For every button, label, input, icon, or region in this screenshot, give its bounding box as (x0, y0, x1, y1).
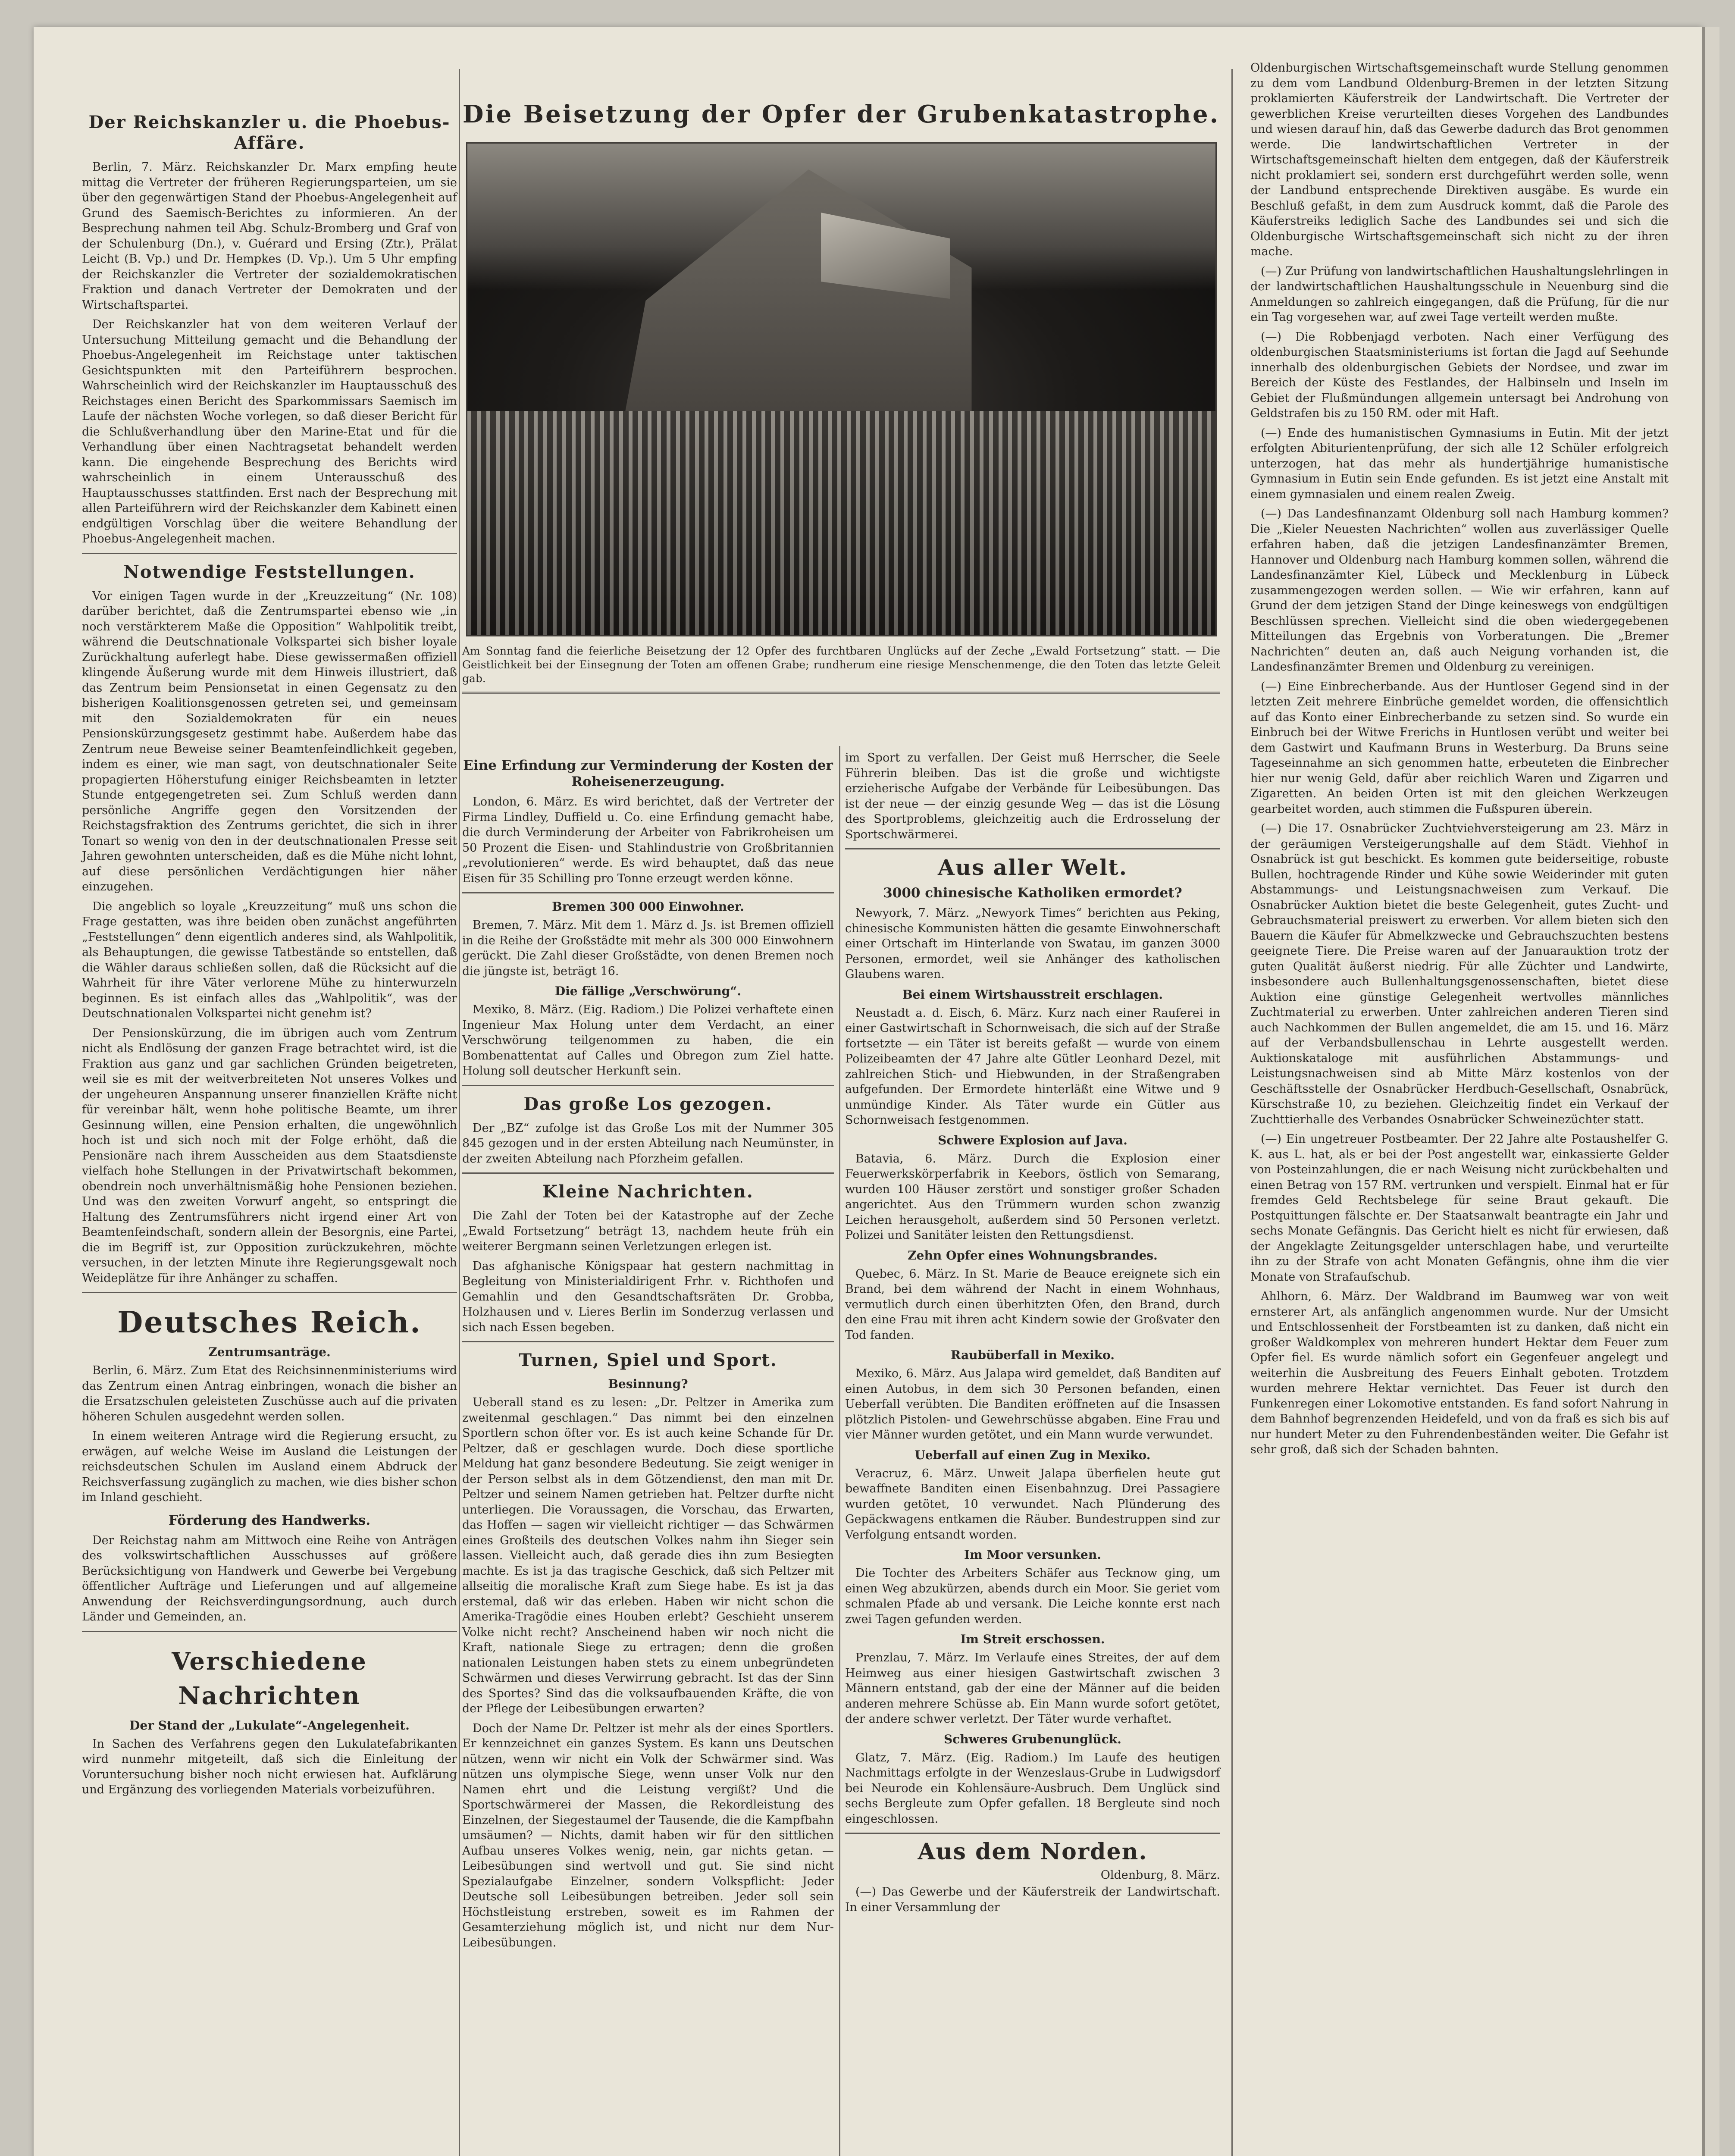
divider (462, 1085, 834, 1086)
photo-feature (462, 60, 1220, 742)
section-heading-deutsches-reich: Deutsches Reich. (117, 1305, 422, 1340)
article-text: (—) Zur Prüfung von landwirtschaftlichen Haushaltungslehrlingen in der landwirtschaftlichen Haushaltungsschule in Neuenburg sind die Anmeldungen so zahlreich eingegangen, daß die Prüfung, für die nur ein Tag vorgesehen war, auf zwei Tage verteilt werden mußte. (1250, 264, 1669, 324)
article-text: Glatz, 7. März. (Eig. Radiom.) Im Laufe des heutigen Nachmittags erfolgte in der Wenzeslaus-Grube in Ludwigsdorf bei Neurode ein Kohlensäure-Ausbruch. Dem Unglück sind sechs Bergleute zum Opfer gefallen. 18 Bergleute sind noch eingeschlossen. (845, 1751, 1220, 1826)
article-text: im Sport zu verfallen. Der Geist muß Herrscher, die Seele Führerin bleiben. Das ist die große und wichtigste erzieherische Aufgabe der Verbände für Leibesübungen. Das ist der neue — der einzig gesunde Weg — das ist die Lösung des Sportproblems, gleichzeitig auch die Erdrosselung der Sportschwärmerei. (845, 751, 1220, 841)
funeral-photo (466, 142, 1217, 636)
divider (462, 1172, 834, 1174)
headline-kleine-nachrichten: Kleine Nachrichten. (542, 1181, 754, 1202)
article-text: Newyork, 7. März. „Newyork Times“ berichten aus Peking, chinesische Kommunisten hätten die gesamte Einwohnerschaft einer Ortschaft im Hinterlande von Swatau, im ganzen 3000 Personen, ermordet, weil sie Anhänger des katholischen Glaubens waren. (845, 906, 1220, 981)
article-text: Der Reichskanzler hat von dem weiteren Verlauf der Untersuchung Mitteilung gemacht und die Behandlung der Phoebus-Angelegenheit im Reichstage unter taktischen Gesichtspunkten mit den Parteiführern besprochen. Wahrscheinlich wird der Reichskanzler im Hauptausschuß des Reichstages einen Bericht des Sparkommissars Saemisch im Laufe der nächsten Woche vorlegen, so daß dieser Bericht für die Schlußverhandlung über den Marine-Etat und für die Verhandlung über einen Nachtragsetat behandelt werden kann. Die eingehende Besprechung des Berichts wird wahrscheinlich in einem Unterausschuß des Hauptausschusses stattfinden. Erst nach der Besprechung mit allen Parteiführern wird der Reichskanzler dem Kabinett einen endgültigen Vorschlag über die weitere Behandlung der Phoebus-Angelegenheit machen. (82, 318, 457, 545)
article-text: Der Reichstag nahm am Mittwoch eine Reihe von Anträgen des volkswirtschaftlichen Ausschusses auf größere Berücksichtigung von Handwerk und Gewerbe bei Vergebung öffentlicher Aufträge und Lieferungen und auf allgemeine Anwendung der Reichsverdingungsordnung, auch durch Länder und Gemeinden, an. (82, 1533, 457, 1623)
article-text: Der Pensionskürzung, die im übrigen auch vom Zentrum nicht als Endlösung der ganzen Frage betrachtet wird, ist die Fraktion aus ganz und gar sachlichen Gründen beigetreten, weil sie es mit der weitverbreiteten Not unseres Volkes und der ungeheuren Anspannung unserer finanziellen Kräfte nicht für vereinbar hält, wenn hohe politische Beamte, um ihrer Gesinnung willen, eine Pension erhalten, die ungewöhnlich hoch ist und sich noch mit der Folge erhöht, daß die Pensionäre nach ihrem Ausscheiden aus dem Staatsdienste vielfach hohe Stellungen in der Privatwirtschaft bekommen, obendrein noch unverhältnismäßig hohe Pensionen beziehen. Und was den zweiten Vorwurf angeht, so entspringt die Haltung des Zentrumsführers nicht irgend einer Art von Beamtenfeindschaft, sondern allein der Besorgnis, eine Partei, die im Begriff ist, zur Opposition zurückzukehren, möchte versuchen, in der letzten Minute ihre Regierungsgewalt noch Weideplätze für ihre Anhänger zu schaffen. (82, 1026, 457, 1285)
subheadline: Schwere Explosion auf Java. (938, 1133, 1127, 1147)
article-text: Das afghanische Königspaar hat gestern nachmittag in Begleitung von Ministerialdirigent Frhr. v. Richthofen und Gemahlin und den Gesandtschaftsräten Dr. Grobba, Holzhausen und v. Lieres Berlin im Sonderzug verlassen und sich nach Essen begeben. (462, 1259, 834, 1334)
article-text: (—) Die Robbenjagd verboten. Nach einer Verfügung des oldenburgischen Staatsministeriums ist fortan die Jagd auf Seehunde innerhalb des oldenburgischen Gebiets der Nordsee, und zwar im Bereich der Küste des Festlandes, der Halbinseln und Inseln im Gebiet der Flußmündungen allgemein untersagt bei Androhung von Geldstrafen bis zu 150 RM. oder mit Haft. (1250, 330, 1669, 420)
headline-erfindung: Eine Erfindung zur Verminderung der Kosten der Roheisenerzeugung. (463, 758, 833, 790)
subheadline: Zentrumsanträge. (208, 1345, 331, 1359)
article-text: Batavia, 6. März. Durch die Explosion einer Feuerwerkskörperfabrik in Keebors, östlich von Semarang, wurden 100 Häuser zerstört und sonstiger großer Schaden angerichtet. Aus den Trümmern wurden schon zwanzig Leichen herausgeholt, außerdem sind 50 Personen verletzt. Polizei und Sanitäter leisten den Rettungsdienst. (845, 1152, 1220, 1242)
article-text: Berlin, 7. März. Reichskanzler Dr. Marx empfing heute mittag die Vertreter der früheren Regierungsparteien, um sie über den gegenwärtigen Stand der Phoebus-Angelegenheit auf Grund des Saemisch-Berichtes zu informieren. An der Besprechung nahmen teil Abg. Schulz-Bromberg und Graf von der Schulenburg (Dn.), v. Guérard und Ersing (Ztr.), Prälat Leicht (B. Vp.) und Dr. Hempkes (D. Vp.). Um 5 Uhr empfing der Reichskanzler die Vertreter der sozialdemokratischen Fraktion und danach Vertreter der Demokraten und der Wirtschaftspartei. (82, 160, 457, 312)
divider (82, 553, 457, 554)
section-heading-verschiedene: Verschiedene Nachrichten (172, 1647, 367, 1710)
subheadline: Im Moor versunken. (964, 1548, 1101, 1562)
headline-katholiken: 3000 chinesische Katholiken ermordet? (883, 885, 1182, 901)
photo-headline: Die Beisetzung der Opfer der Grubenkatastrophe. (462, 100, 1220, 128)
photo-caption (462, 644, 1220, 686)
article-text: Die angeblich so loyale „Kreuzzeitung“ muß uns schon die Frage gestatten, was ihre beiden oben zunächst angeführten „Feststellungen“ denn eigentlich anderes sind, als Wahlpolitik, als Behauptungen, die gewisse Tatbestände so entstellen, daß die Wähler daraus schließen sollen, daß die Rücksicht auf die Wahrheit für ihre Väter verlorene Mühe zu hinterwurzeln beginnen. Es ist einfach alles das „Wahlpolitik“, was der Deutschnationalen Volkspartei nicht genehm ist? (82, 899, 457, 1020)
column-1 (82, 60, 457, 1802)
subheadline: Raubüberfall in Mexiko. (951, 1348, 1115, 1362)
article-text: Bremen, 7. März. Mit dem 1. März d. Js. ist Bremen offiziell in die Reihe der Großstädte mit mehr als 300 000 Einwohnern gerückt. Die Zahl dieser Großstädte, von denen Bremen noch die jüngste ist, beträgt 16. (462, 918, 834, 978)
article-text: Neustadt a. d. Eisch, 6. März. Kurz nach einer Rauferei in einer Gastwirtschaft in Schornweisach, die sich auf der Straße fortsetzte — ein Täter ist bereits gefaßt — wurde von einem Polizeibeamten der 47 Jahre alte Gütler Leonhard Dezel, mit zahlreichen Stich- und Hiebwunden, in der Straßengraben aufgefunden. Der Ermordete hinterläßt eine Witwe und 9 unmündige Kinder. Als Täter wurde ein Gütler aus Schornweisach festgenommen. (845, 1006, 1220, 1127)
section-heading-aus-dem-norden: Aus dem Norden. (918, 1839, 1148, 1865)
article-text: (—) Das Landesfinanzamt Oldenburg soll nach Hamburg kommen? Die „Kieler Neuesten Nachrichten“ wollen aus zuverlässiger Quelle erfahren haben, daß die jetzigen Landesfinanzämter Bremen, Hannover und Oldenburg nach Hamburg kommen sollen, während die Landesfinanzämter Kiel, Lübeck und Mecklenburg in Lübeck zusammengezogen werden sollen. — Wie wir erfahren, kann auf Grund der dem jetzigen Stand der Dinge keineswegs von endgültigen Beschlüssen sprechen. Vielleicht sind die oben wiedergegebenen Mitteilungen das Ergebnis von Vorberatungen. Die „Bremer Nachrichten“ deuten an, daß auch Neigung vorhanden ist, die Landesfinanzämter Bremen und Oldenburg zu vereinigen. (1250, 507, 1669, 674)
article-text: Mexiko, 6. März. Aus Jalapa wird gemeldet, daß Banditen auf einen Autobus, in dem sich 30 Personen befanden, einen Ueberfall verübten. Die Banditen eröffneten auf die Insassen plötzlich Pistolen- und Gewehrschüsse abgaben. Eine Frau und vier Männer wurden getötet, und ein Mann wurde verwundet. (845, 1367, 1220, 1442)
article-text: Veracruz, 6. März. Unweit Jalapa überfielen heute gut bewaffnete Banditen einen Eisenbahnzug. Drei Passagiere wurden getötet, 10 verwundet. Nach Plünderung des Gepäckwagens entkamen die Räuber. Bundestruppen sind zur Verfolgung entsandt worden. (845, 1467, 1220, 1542)
subheadline: Bei einem Wirtshausstreit erschlagen. (902, 987, 1163, 1002)
divider (845, 848, 1220, 849)
next-page-edge (1702, 27, 1719, 2156)
article-text: Die Tochter des Arbeiters Schäfer aus Tecknow ging, um einen Weg abzukürzen, abends durch ein Moor. Sie geriet vom schmalen Pfade ab und versank. Die Leiche konnte erst nach zwei Tagen gefunden werden. (845, 1567, 1220, 1626)
article-text: London, 6. März. Es wird berichtet, daß der Vertreter der Firma Lindley, Duffield u. Co. eine Erfindung gemacht habe, die durch Verminderung der Arbeiter von Fabrikroheisen um 50 Prozent die Eisen- und Stahlindustrie von Großbritannien „revolutionieren“ werde. Es wird behauptet, daß das neue Eisen für 35 Schilling pro Tonne erzeugt werden könne. (462, 795, 834, 885)
divider (82, 1631, 457, 1632)
article-text: (—) Eine Einbrecherbande. Aus der Huntloser Gegend sind in der letzten Zeit mehrere Einbrüche gemeldet worden, die offensichtlich auf das Konto einer Einbrecherbande zu setzen sind. So wurde ein Einbruch bei der Witwe Frerichs in Huntlosen verübt und weiter bei dem Gastwirt und Kaufmann Bruns in Westerburg. Da Bruns seine Tageseinnahme an sich genommen hatte, erbeuteten die Einbrecher hier nur wenig Geld, dafür aber reichlich Waren und Zigarren und Zigaretten. An beiden Orten ist mit den gleichen Werkzeugen gearbeitet worden, auch stimmen die Fußspuren überein. (1250, 680, 1669, 816)
article-text: Der „BZ“ zufolge ist das Große Los mit der Nummer 305 845 gezogen und in der ersten Abteilung nach Neumünster, in der zweiten Abteilung nach Pforzheim gefallen. (462, 1121, 834, 1166)
photo-crowd (467, 411, 1215, 635)
article-text: Die Zahl der Toten bei der Katastrophe auf der Zeche „Ewald Fortsetzung“ beträgt 13, nachdem heute früh ein weiterer Bergmann seinen Verletzungen erlegen ist. (462, 1209, 834, 1253)
subheadline: Im Streit erschossen. (960, 1632, 1105, 1646)
subheadline: Bremen 300 000 Einwohner. (552, 899, 744, 914)
section-heading-aus-aller-welt: Aus aller Welt. (937, 855, 1128, 880)
subheadline: Ueberfall auf einen Zug in Mexiko. (914, 1448, 1151, 1462)
column-2 (462, 750, 834, 1955)
subheadline: Zehn Opfer eines Wohnungsbrandes. (908, 1248, 1158, 1263)
article-text: In einem weiteren Antrage wird die Regierung ersucht, zu erwägen, auf welche Weise im Ausland die Leistungen der reichsdeutschen Schulen im Ausland einem Abdruck der Reichsverfassung zugänglich zu machen, wie dies bisher schon im Inland geschieht. (82, 1429, 457, 1504)
article-text: (—) Das Gewerbe und der Käuferstreik der Landwirtschaft. In einer Versammlung der (845, 1885, 1220, 1914)
headline-sport: Turnen, Spiel und Sport. (519, 1350, 777, 1370)
article-text: Ahlhorn, 6. März. Der Waldbrand im Baumweg war von weit ernsterer Art, als anfänglich angenommen wurde. Nur der Umsicht und Entschlossenheit der Forstbeamten ist zu danken, daß nicht ein großer Waldkomplex von mehreren hundert Hektar dem Feuer zum Opfer fiel. Es wurde nämlich sofort ein Gegenfeuer angelegt und weiterhin die Ausbreitung des Feuers Einhalt geboten. Trotzdem wurden mehrere Hektar vernichtet. Das Feuer ist durch den Funkenregen einer Lokomotive entstanden. Es fand sofort Nahrung in dem Bahnhof begrenzenden Heidefeld, und von da fraß es sich bis auf nur hundert Meter zu den Fuhrendenbeständen weiter. Die Gefahr ist sehr groß, daß sich der Schaden bahnten. (1250, 1290, 1669, 1456)
article-text: Oldenburgischen Wirtschaftsgemeinschaft wurde Stellung genommen zu dem vom Landbund Oldenburg-Bremen in der letzten Sitzung proklamierten Käuferstreik der Landwirtschaft. Die Vertreter der gewerblichen Kreise verurteilten dieses Vorgehen des Landbundes und wiesen darauf hin, daß das Gewerbe dadurch das Brot genommen werde. Die landwirtschaftlichen Vertreter in der Wirtschaftsgemeinschaft hielten dem entgegen, daß der Käuferstreik nicht proklamiert sei, sondern erst durchgeführt werden solle, wenn der Landbund entsprechende Direktiven ausgäbe. Es wurde ein Beschluß gefaßt, in dem zum Ausdruck kommt, daß die Parole des Käuferstreiks lediglich Sache des Landbundes sei und sich die Oldenburgische Wirtschaftsgemeinschaft sich nicht zu der ihren mache. (1250, 61, 1669, 258)
headline-los: Das große Los gezogen. (523, 1094, 773, 1114)
article-text: Prenzlau, 7. März. Im Verlaufe eines Streites, der auf dem Heimweg aus einer hiesigen Gastwirtschaft zwischen 3 Männern entstand, gab der eine der Männer auf die beiden anderen mehrere Schüsse ab. Ein Mann wurde sofort getötet, der andere schwer verletzt. Der Täter wurde verhaftet. (845, 1651, 1220, 1726)
column-rule (459, 69, 460, 2156)
column-3 (845, 750, 1220, 1919)
divider (462, 892, 834, 893)
article-text: (—) Ein ungetreuer Postbeamter. Der 22 Jahre alte Postaushelfer G. K. aus L. hat, als er bei der Post angestellt war, einkassierte Gelder von Posteinzahlungen, die er nach Weisung nicht zurückbehalten und einen Betrag von 157 RM. vertrunken und verspielt. Einmal hat er für fremdes Geld Rechtsbelege für seine Braut gekauft. Die Postquittungen fälschte er. Der Staatsanwalt beantragte ein Jahr und sechs Monate Gefängnis. Das Gericht hielt es nicht für erwiesen, daß der Angeklagte Zeitungsgelder unterschlagen habe, und verurteilte ihn zu der Strafe von acht Monaten Gefängnis, ohne ihm die vier Monate von Strafaufschub. (1250, 1132, 1669, 1284)
subheadline: Schweres Grubenunglück. (944, 1732, 1121, 1746)
subheadline: Förderung des Handwerks. (168, 1512, 371, 1528)
column-rule (839, 746, 840, 2156)
article-text: Quebec, 6. März. In St. Marie de Beauce ereignete sich ein Brand, bei dem während der Nacht in einem Wohnhaus, vermutlich durch einen überhitzten Ofen, den Brand, durch den eine Frau mit ihren acht Kindern sowie der Großvater den Tod fanden. (845, 1267, 1220, 1342)
article-text: (—) Ende des humanistischen Gymnasiums in Eutin. Mit der jetzt erfolgten Abiturientenprüfung, der sich alle 12 Schüler erfolgreich unterzogen, hat das mehr als hundertjährige humanistische Gymnasium in Eutin sein Ende gefunden. Es ist jetzt eine Anstalt mit einem gymnasialen und einem realen Zweig. (1250, 426, 1669, 501)
headline-reichskanzler: Der Reichskanzler u. die Phoebus-Affäre. (88, 112, 451, 153)
dateline: Oldenburg, 8. März. (1100, 1868, 1220, 1882)
article-text: In Sachen des Verfahrens gegen den Lukulatefabrikanten wird nunmehr mitgeteilt, daß sich die Einleitung der Voruntersuchung bisher noch nicht erwiesen hat. Aufklärung und Ergänzung des vorliegenden Materials vorbeizuführen. (82, 1737, 457, 1796)
divider (462, 1341, 834, 1342)
article-text: Mexiko, 8. März. (Eig. Radiom.) Die Polizei verhaftete einen Ingenieur Max Holung unter dem Verdacht, an einer Verschwörung teilgenommen zu haben, die ein Bombenattentat auf Calles und Obregon zum Ziel hatte. Holung soll deutscher Herkunft sein. (462, 1003, 834, 1078)
caption-text: Am Sonntag fand die feierliche Beisetzung der 12 Opfer des furchtbaren Unglücks auf der Zeche „Ewald Fortsetzung“ statt. — Die Geistlichkeit bei der Einsegnung der Toten am offenen Grabe; rundherum eine riesige Menschenmenge, die den Toten das letzte Geleit gab. (462, 645, 1220, 685)
divider (845, 1833, 1220, 1834)
column-4 (1250, 60, 1669, 1462)
subheadline: Besinnung? (608, 1377, 688, 1391)
article-text: Vor einigen Tagen wurde in der „Kreuzzeitung“ (Nr. 108) darüber berichtet, daß die Zentrumspartei ebenso wie „in noch verstärkterem Maße die Opposition“ Wahlpolitik treibt, während die Deutschnationale Volkspartei sich bisher loyale Zurückhaltung auferlegt habe. Diese gewissermaßen offiziell klingende Äußerung wurde mit dem Hinweis illustriert, daß das Zentrum beim Pensionsetat in einen Gegensatz zu den bisherigen Koalitionsgenossen getreten sei, und gemeinsam mit den Sozialdemokraten für ein neues Pensionskürzungsgesetz gestimmt habe. Außerdem habe das Zentrum neue Beweise seiner Beamtenfeindlichkeit gegeben, indem es einer, wie man sagt, von deutschnationaler Seite propagierten Höherstufung einiger Reichsbeamten in letzter Stunde entgegengetreten sei. Zum Schluß werden dann persönliche Angriffe gegen den Vorsitzenden der Reichstagsfraktion des Zentrums gerichtet, die sich in ihrer Tonart so wenig von den in der deutschnationalen Presse seit Jahren gewohnten unterscheiden, daß es die Mühe nicht lohnt, auf diese persönlichen Verdächtigungen hier näher einzugehen. (82, 589, 457, 893)
subheadline: Der Stand der „Lukulate“-Angelegenheit. (129, 1718, 410, 1733)
article-text: Ueberall stand es zu lesen: „Dr. Peltzer in Amerika zum zweitenmal geschlagen.“ Das nimmt bei den einzelnen Sportlern schon öfter vor. Es ist auch keine Schande für Dr. Peltzer, daß er geschlagen wurde. Doch diese sportliche Meldung hat ganz besondere Bedeutung. Sie zeigt weniger in der Person selbst als in dem Götzendienst, den man mit Dr. Peltzer und seinem Namen getrieben hat. Peltzer durfte nicht unterliegen. Die Voraussagen, die Vorschau, das Erwarten, das Hoffen — sagen wir vielleicht richtiger — das Schwärmen eines Großteils des deutschen Volkes nahm ihn Sieger sein lassen. Vielleicht auch, daß gerade dies ihn zum Besiegten machte. Es ist ja das tragische Geschick, daß sich Peltzer mit allseitig die moralische Kraft zum Siege habe. Es ist ja das erstemal, daß wir das erleben. Haben wir nicht schon die Amerika-Tragödie eines Houben erlebt? Geschieht unserem Volke nicht recht? Anscheinend haben wir noch nicht die Kraft, nationale Siege zu ertragen; denn die großen nationalen Leistungen haben stets zu einem unbegründeten Schwärmen und dieses Verwirrung gebracht. Ist das der Sinn des Sportes? Sind das die volksaufbauenden Kräfte, die von der Pflege der Leibesübungen erwarten? (462, 1396, 834, 1715)
divider (462, 692, 1220, 694)
article-text: (—) Die 17. Osnabrücker Zuchtviehversteigerung am 23. März in der geräumigen Versteigerungshalle auf dem Städt. Viehhof in Osnabrück ist gut beschickt. Es kommen gute beiderseitige, robuste Bullen, hochtragende Rinder und Kühe sowie Weiderinder mit guten Abstammungs- und Leistungsnachweisen zum Verkauf. Die Osnabrücker Auktion bietet die beste Gelegenheit, gutes Zucht- und Gebrauchsmaterial preiswert zu erwerben. Vor allem bieten sich den Bauern die Käufer für Abmelkzwecke und Gebrauchszuchten bestens geeignete Tiere. Die Preise waren auf der Januarauktion trotz der guten Qualität äußerst niedrig. Für alle Züchter und Landwirte, insbesondere auch Bullenhaltungsgenossenschaften, bietet diese Auktion eine günstige Gelegenheit wertvolles männliches Zuchtmaterial zu erwerben. Unter zahlreichen anderen Tieren sind auch Nachkommen der Bullen angemeldet, die am 15. und 16. März auf der Verbandsbullenschau in Lehrte ausgestellt werden. Auktionskataloge mit ausführlichen Abstammungs- und Leistungsnachweisen sind ab Mitte März kostenlos von der Geschäftsstelle der Osnabrücker Herdbuch-Gesellschaft, Osnabrück, Kürschstraße 10, zu beziehen. Gleichzeitig findet ein Verkauf der Zuchttierhalle des Verbandes Osnabrücker Schweinezüchter statt. (1250, 822, 1669, 1126)
headline-feststellungen: Notwendige Feststellungen. (123, 561, 416, 582)
subheadline: Die fällige „Verschwörung“. (554, 984, 742, 998)
column-rule (1231, 69, 1233, 2156)
divider (82, 1292, 457, 1293)
article-text: Berlin, 6. März. Zum Etat des Reichsinnenministeriums wird das Zentrum einen Antrag einbringen, wonach die bisher an die Ersatzschulen geleisteten Zuschüsse auch auf die privaten höheren Schulen ausgedehnt werden sollen. (82, 1364, 457, 1423)
article-text: Doch der Name Dr. Peltzer ist mehr als der eines Sportlers. Er kennzeichnet ein ganzes System. Es kann uns Deutschen nützen, wenn wir nicht ein Volk der Schwärmer sind. Was nützen uns olympische Siege, wenn unser Volk nur den Namen ehrt und die Leistung vergißt? Und die Sportschwärmerei der Massen, die Rekordleistung des Einzelnen, der Siegestaumel der Tausende, die die Kampfbahn umsäumen? — Nichts, damit haben wir für den sittlichen Aufbau unseres Volkes wenig, nein, gar nichts getan. — Leibesübungen sind wertvoll und gut. Sie sind nicht Spezialaufgabe Einzelner, sondern Volkspflicht: Jeder Deutsche soll Leibesübungen betreiben. Jeder soll sein Höchstleistung erstreben, soweit es im Rahmen der Gesamterziehung möglich ist, und nicht nur dem Nur-Leibesübungen. (462, 1721, 834, 1949)
